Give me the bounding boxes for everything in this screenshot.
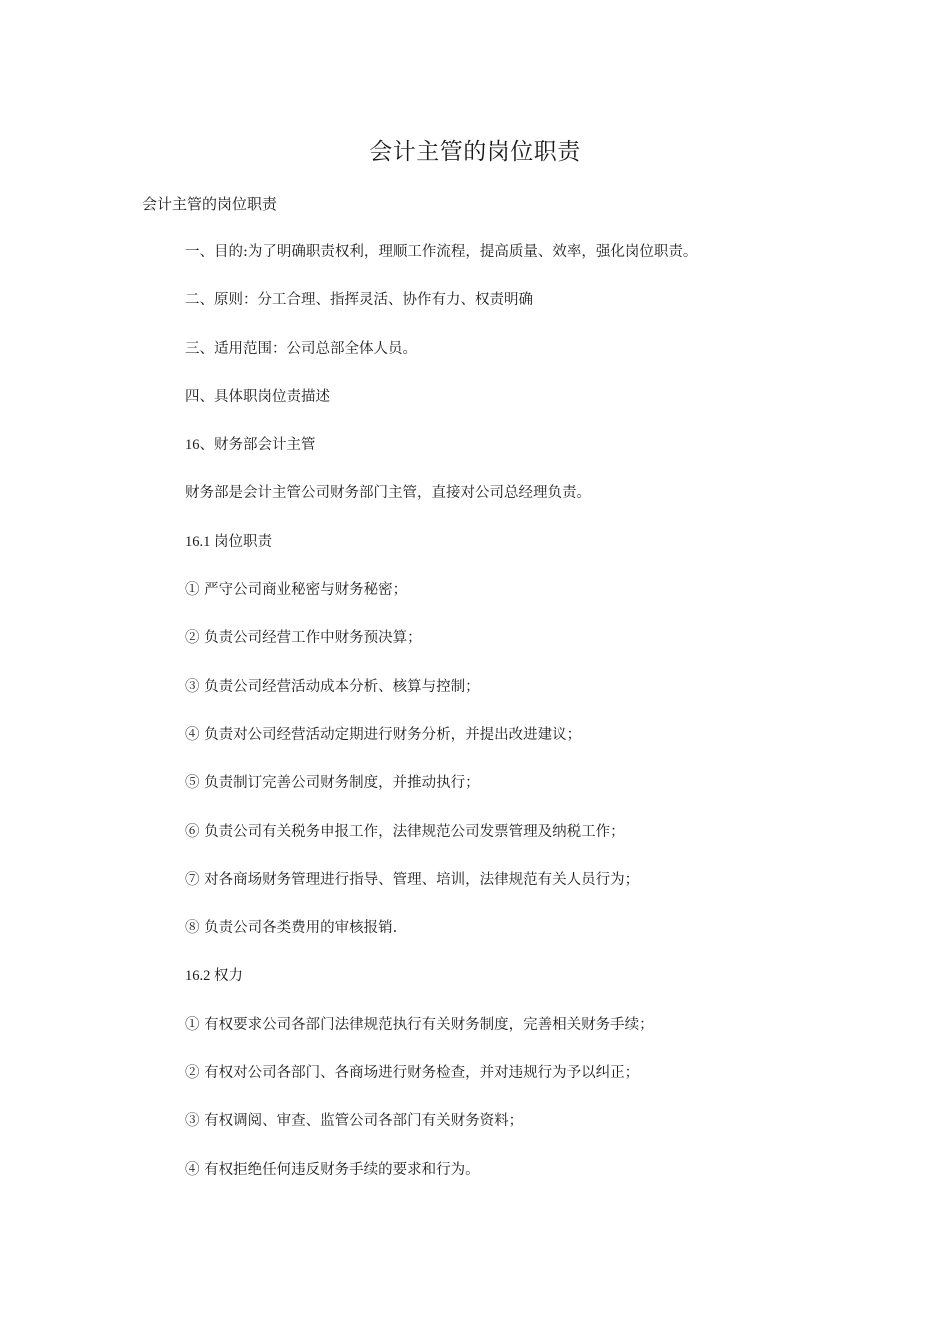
section-heading-16: 16、财务部会计主管 <box>185 437 316 454</box>
document-title: 会计主管的岗位职责 <box>369 139 581 165</box>
duty-item-1: ① 严守公司商业秘密与财务秘密； <box>185 582 408 599</box>
duty-item-7: ⑦ 对各商场财务管理进行指导、管理、培训，法律规范有关人员行为； <box>185 871 640 888</box>
document-body <box>185 241 885 1207</box>
section-heading-16-1: 16.1 岗位职责 <box>185 533 272 550</box>
authority-item-1: ① 有权要求公司各部门法律规范执行有关财务制度，完善相关财务手续； <box>185 1016 654 1033</box>
authority-item-4: ④ 有权拒绝任何违反财务手续的要求和行为。 <box>185 1161 480 1178</box>
paragraph-department-intro: 财务部是会计主管公司财务部门主管，直接对公司总经理负责。 <box>185 485 591 502</box>
paragraph-scope: 三、适用范围：公司总部全体人员。 <box>185 340 417 357</box>
document-subtitle: 会计主管的岗位职责 <box>142 195 278 213</box>
authority-item-3: ③ 有权调阅、审查、监管公司各部门有关财务资料； <box>185 1113 524 1130</box>
paragraph-principle: 二、原则：分工合理、指挥灵活、协作有力、权责明确 <box>185 292 533 309</box>
duty-item-5: ⑤ 负责制订完善公司财务制度，并推动执行； <box>185 775 480 792</box>
duty-item-3: ③ 负责公司经营活动成本分析、核算与控制； <box>185 678 480 695</box>
duty-item-2: ② 负责公司经营工作中财务预决算； <box>185 630 422 647</box>
section-heading-16-2: 16.2 权力 <box>185 968 243 985</box>
duty-item-6: ⑥ 负责公司有关税务申报工作，法律规范公司发票管理及纳税工作； <box>185 823 625 840</box>
authority-item-2: ② 有权对公司各部门、各商场进行财务检查，并对违规行为予以纠正； <box>185 1065 640 1082</box>
paragraph-description-heading: 四、具体职岗位责描述 <box>185 388 330 405</box>
paragraph-purpose: 一、目的:为了明确职责权利，理顺工作流程，提高质量、效率，强化岗位职责。 <box>185 244 698 260</box>
duty-item-8: ⑧ 负责公司各类费用的审核报销. <box>185 920 398 937</box>
duty-item-4: ④ 负责对公司经营活动定期进行财务分析，并提出改进建议； <box>185 726 582 743</box>
